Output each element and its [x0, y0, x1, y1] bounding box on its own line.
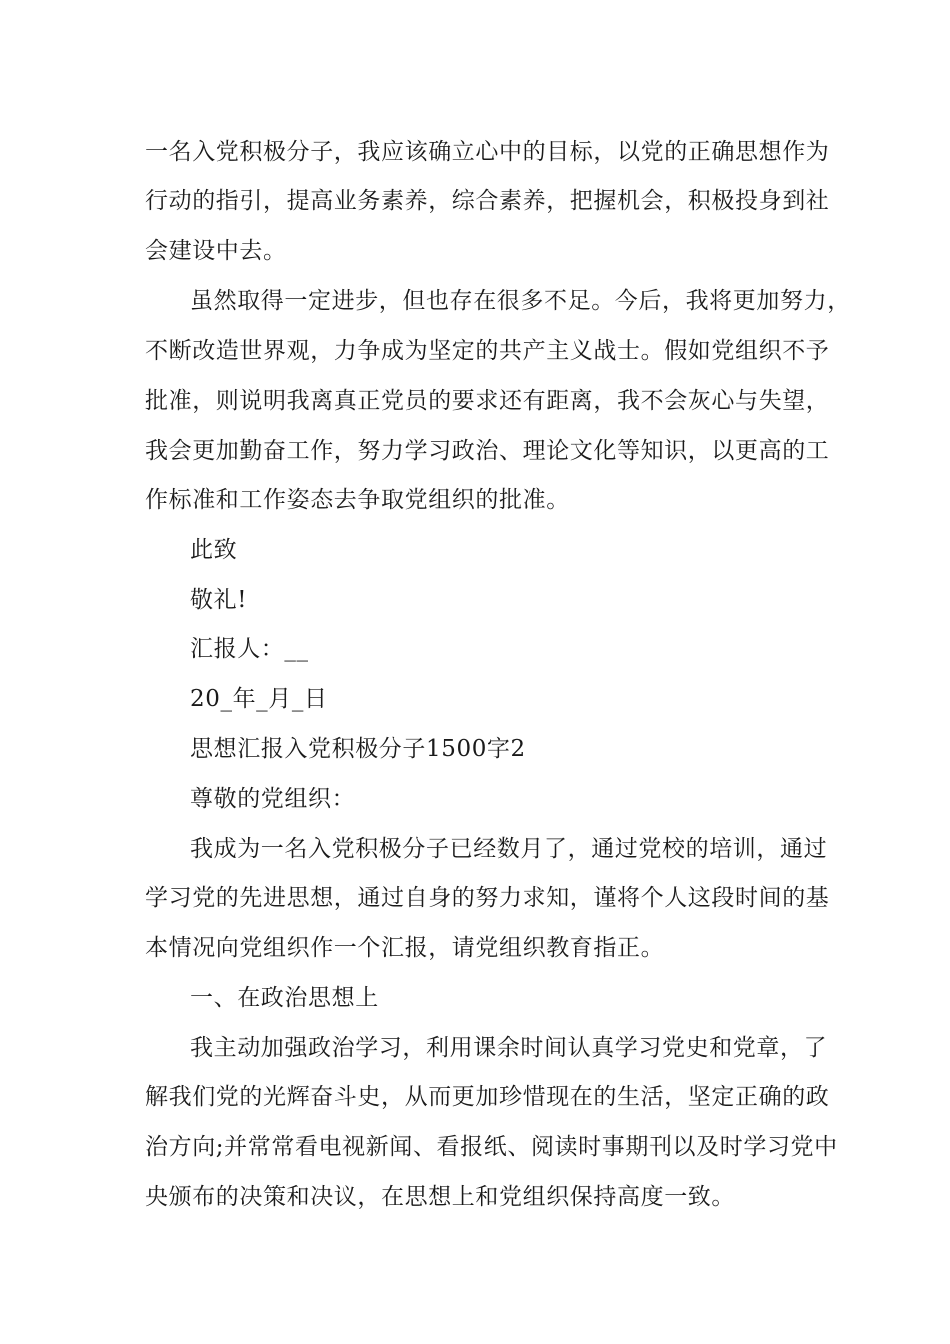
paragraph-1-line-2: 行动的指引，提高业务素养，综合素养，把握机会，积极投身到社 [145, 188, 830, 214]
closing-line-2: 敬礼! [190, 587, 248, 613]
paragraph-2-line-3: 批准，则说明我离真正党员的要求还有距离，我不会灰心与失望， [145, 388, 830, 414]
paragraph-2-line-4: 我会更加勤奋工作，努力学习政治、理论文化等知识，以更高的工 [145, 438, 830, 464]
paragraph-2-line-1: 虽然取得一定进步，但也存在很多不足。今后，我将更加努力， [190, 288, 851, 314]
heading-political-thought: 一、在政治思想上 [190, 985, 379, 1011]
paragraph-1-line-1: 一名入党积极分子，我应该确立心中的目标，以党的正确思想作为 [145, 139, 830, 165]
salutation: 尊敬的党组织： [190, 786, 356, 812]
paragraph-4-line-1: 我主动加强政治学习，利用课余时间认真学习党史和党章，了 [190, 1035, 828, 1061]
closing-line-1: 此致 [190, 537, 238, 563]
reporter-line: 汇报人：__ [190, 636, 309, 662]
paragraph-4-line-4: 央颁布的决策和决议，在思想上和党组织保持高度一致。 [145, 1184, 735, 1210]
paragraph-4-line-3: 治方向;并常常看电视新闻、看报纸、阅读时事期刊以及时学习党中 [145, 1134, 838, 1160]
paragraph-3-line-2: 学习党的先进思想，通过自身的努力求知，谨将个人这段时间的基 [145, 885, 830, 911]
paragraph-3-line-3: 本情况向党组织作一个汇报，请党组织教育指正。 [145, 935, 665, 961]
paragraph-3-line-1: 我成为一名入党积极分子已经数月了，通过党校的培训，通过 [190, 836, 828, 862]
paragraph-2-line-5: 作标准和工作姿态去争取党组织的批准。 [145, 487, 570, 513]
paragraph-4-line-2: 解我们党的光辉奋斗史，从而更加珍惜现在的生活，坚定正确的政 [145, 1084, 830, 1110]
paragraph-1-line-3: 会建设中去。 [145, 238, 287, 264]
date-line: 20_年_月_日 [190, 686, 328, 712]
section-title: 思想汇报入党积极分子1500字2 [190, 736, 526, 762]
paragraph-2-line-2: 不断改造世界观，力争成为坚定的共产主义战士。假如党组织不予 [145, 338, 830, 364]
